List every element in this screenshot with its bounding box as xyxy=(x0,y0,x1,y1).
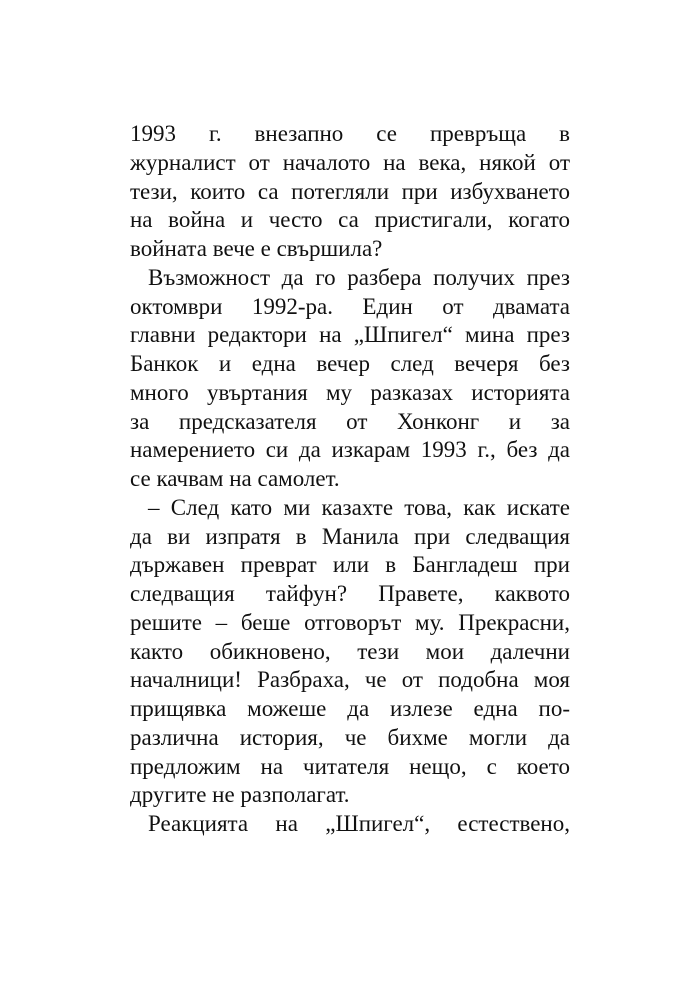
text-line: войната вече е свършила? xyxy=(130,236,383,261)
text-line: намерението си да изкарам 1993 г., без да xyxy=(130,437,570,463)
text-line: главни редактори на „Шпигел“ мина през xyxy=(130,322,570,348)
text-line: предложим на читателя нещо, с което xyxy=(130,753,570,779)
paragraph-2 xyxy=(130,264,570,494)
text-line: журналист от началото на века, някой от xyxy=(130,149,570,175)
text-line: се качвам на самолет. xyxy=(130,466,340,491)
text-line: прищявка можеше да излезе една по- xyxy=(130,696,570,721)
text-line: – След като ми казахте това, как искате xyxy=(148,494,570,520)
text-line: на война и често са пристигали, когато xyxy=(130,207,570,233)
text-line: 1993 г. внезапно се превръща в xyxy=(130,121,570,146)
text-line: началници! Разбраха, че от подобна моя xyxy=(130,667,570,693)
text-line: октомври 1992-ра. Един от двамата xyxy=(130,293,570,319)
paragraph-4 xyxy=(130,810,570,839)
text-line: решите – беше отговорът му. Прекрасни, xyxy=(130,609,570,635)
page-body xyxy=(130,120,570,839)
text-line: да ви изпратя в Манила при следващия xyxy=(130,523,570,549)
text-line: следващия тайфун? Правете, каквото xyxy=(130,581,570,606)
text-line: Реакцията на „Шпигел“, естествено, xyxy=(148,811,570,836)
paragraph-1 xyxy=(130,120,570,264)
text-line: държавен преврат или в Бангладеш при xyxy=(130,552,570,578)
paragraph-3 xyxy=(130,494,570,810)
text-line: за предсказателя от Хонконг и за xyxy=(130,408,570,434)
text-line: другите не разполагат. xyxy=(130,782,350,808)
text-line: Банкок и една вечер след вечеря без xyxy=(130,351,570,376)
text-line: Възможност да го разбера получих през xyxy=(148,264,570,290)
text-line: както обикновено, тези мои далечни xyxy=(130,638,570,664)
text-line: различна история, че бихме могли да xyxy=(130,724,570,750)
text-line: тези, които са потегляли при избухването xyxy=(130,178,570,204)
text-line: много увъртания му разказах историята xyxy=(130,379,570,405)
